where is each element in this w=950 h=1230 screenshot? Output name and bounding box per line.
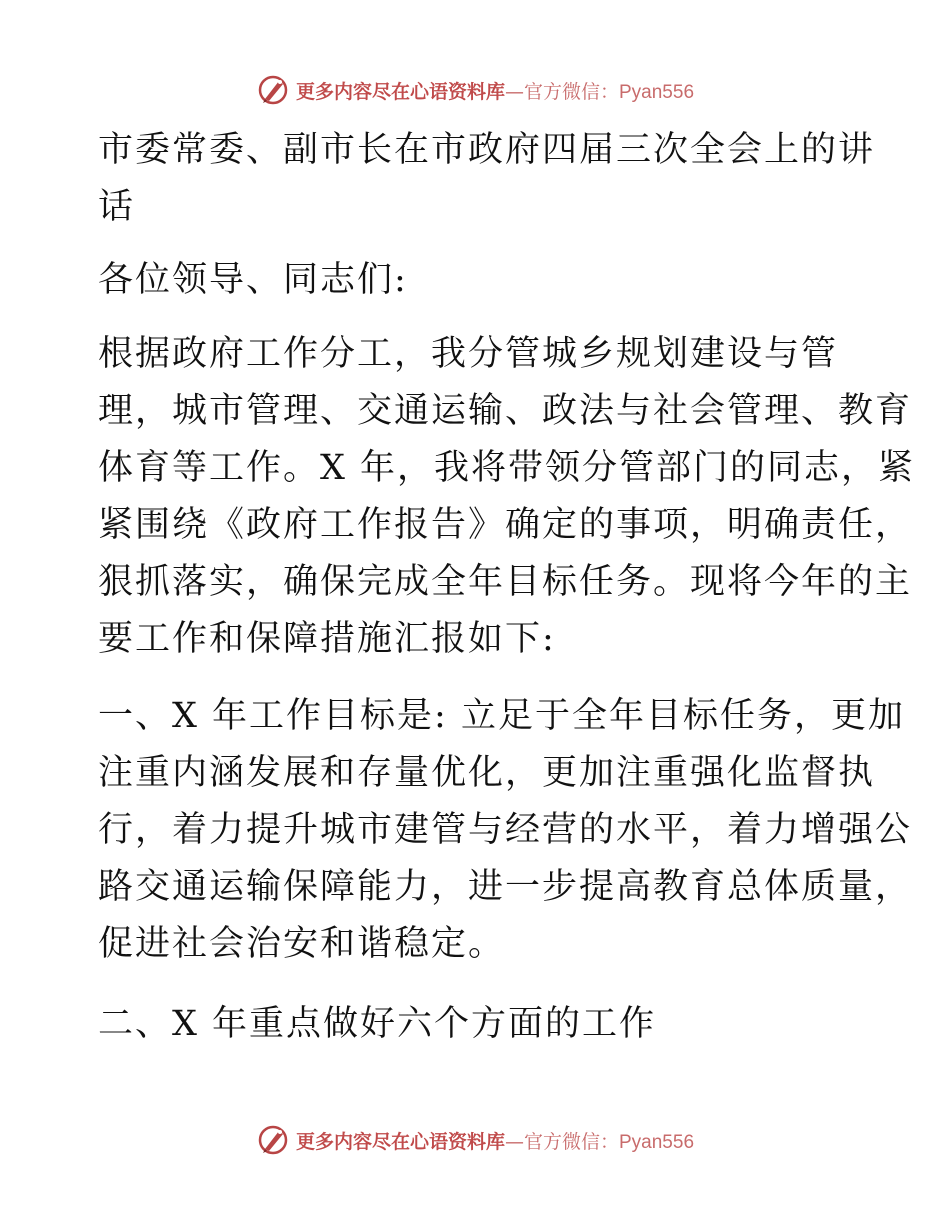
watermark-text [296,1127,694,1154]
document-title [98,122,876,236]
heading-line: 二、X 年重点做好六个方面的工作 [98,1004,657,1044]
paragraph-line: 行，着力提升城市建管与经营的水平，着力增强公 [98,810,913,850]
watermark-wechat-label: 官方微信： [523,1130,619,1153]
paragraph-line: 促进社会治安和谐稳定。 [98,924,506,964]
watermark-text [296,77,694,104]
watermark-wechat-id: Pyan556 [619,81,695,103]
watermark-separator: — [504,80,524,103]
section-heading-2 [98,996,858,1053]
paragraph-line: 要工作和保障措施汇报如下: [98,619,556,659]
paragraph-intro [98,326,916,668]
paragraph-line: 理，城市管理、交通运输、政法与社会管理、教育 [98,391,913,431]
paragraph-line: 体育等工作。X 年，我将带领分管部门的同志，紧 [98,448,916,488]
watermark-wechat-label: 官方微信： [523,80,619,103]
watermark-wechat-id: Pyan556 [619,1131,695,1153]
paragraph-goals [98,688,913,973]
title-line: 话 [98,187,136,227]
paragraph-line: 根据政府工作分工，我分管城乡规划建设与管 [98,334,839,374]
header-watermark [0,70,950,110]
watermark-title: 更多内容尽在心语资料库 [295,80,505,103]
quill-logo-icon [256,1123,290,1157]
paragraph-line: 狠抓落实，确保完成全年目标任务。现将今年的主 [98,562,913,602]
paragraph-line: 紧围绕《政府工作报告》确定的事项，明确责任， [98,505,913,545]
footer-watermark [0,1120,950,1160]
paragraph-line: 路交通运输保障能力，进一步提高教育总体质量， [98,867,913,907]
paragraph-line: 注重内涵发展和存量优化，更加注重强化监督执 [98,753,876,793]
watermark-title: 更多内容尽在心语资料库 [295,1130,505,1153]
watermark-separator: — [504,1130,524,1153]
salutation-line: 各位领导、同志们: [98,260,408,300]
salutation [98,252,858,309]
paragraph-line: 一、X 年工作目标是: 立足于全年目标任务，更加 [98,696,905,736]
title-line: 市委常委、副市长在市政府四届三次全会上的讲 [98,130,876,170]
quill-logo-icon [256,73,290,107]
